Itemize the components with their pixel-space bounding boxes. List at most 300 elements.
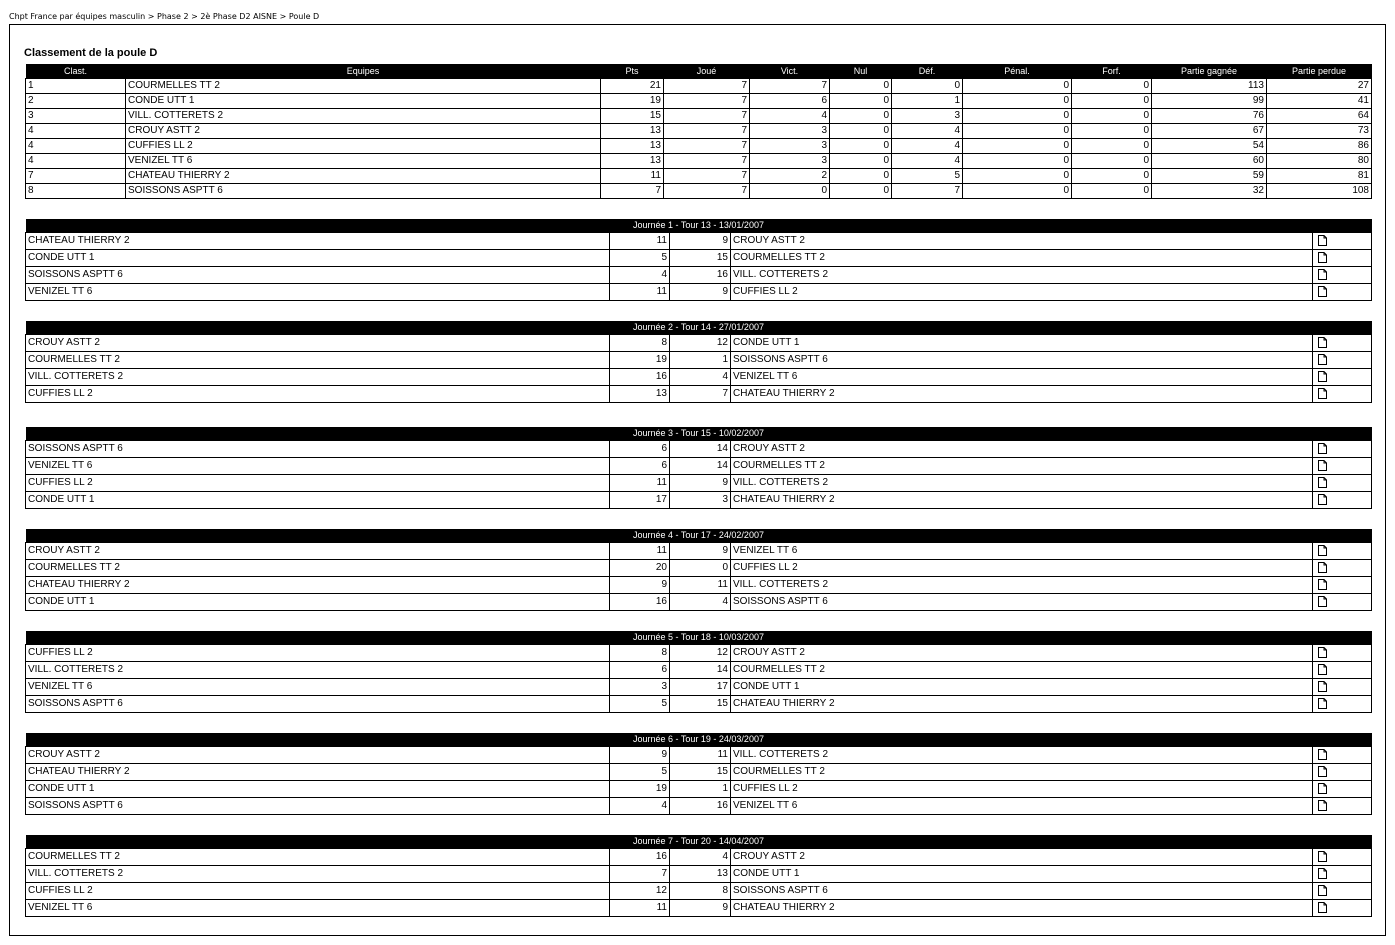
document-icon[interactable]	[1318, 749, 1327, 760]
home-score: 16	[610, 594, 670, 611]
document-icon[interactable]	[1318, 800, 1327, 811]
ranking-row	[26, 139, 1372, 154]
away-team: VILL. COTTERETS 2	[731, 475, 1313, 492]
away-score: 13	[670, 866, 731, 883]
home-score: 5	[610, 250, 670, 267]
ranking-header-cell: Clast.	[26, 64, 126, 79]
match-day-table	[25, 529, 1372, 611]
home-score: 4	[610, 267, 670, 284]
home-score: 11	[610, 284, 670, 301]
ranking-cell: 0	[1072, 139, 1152, 154]
ranking-cell: 80	[1267, 154, 1372, 169]
ranking-cell: 41	[1267, 94, 1372, 109]
document-icon[interactable]	[1318, 783, 1327, 794]
ranking-row	[26, 94, 1372, 109]
away-score: 3	[670, 492, 731, 509]
home-score: 9	[610, 577, 670, 594]
home-team: VENIZEL TT 6	[26, 458, 610, 475]
home-score: 19	[610, 781, 670, 798]
away-score: 15	[670, 696, 731, 713]
ranking-cell: 11	[601, 169, 664, 184]
away-score: 9	[670, 543, 731, 560]
ranking-cell: 7	[664, 124, 750, 139]
ranking-cell: 0	[1072, 79, 1152, 94]
document-icon[interactable]	[1318, 562, 1327, 573]
match-day-title: Journée 4 - Tour 17 - 24/02/2007	[26, 529, 1372, 543]
home-team: VILL. COTTERETS 2	[26, 369, 610, 386]
ranking-cell: 0	[1072, 124, 1152, 139]
match-sheet-cell[interactable]	[1313, 233, 1372, 250]
match-row	[26, 250, 1372, 267]
home-team: VILL. COTTERETS 2	[26, 662, 610, 679]
home-team: COURMELLES TT 2	[26, 560, 610, 577]
document-icon[interactable]	[1318, 477, 1327, 488]
away-team: VENIZEL TT 6	[731, 369, 1313, 386]
document-icon[interactable]	[1318, 681, 1327, 692]
ranking-cell: 4	[892, 124, 963, 139]
ranking-cell: 0	[830, 154, 892, 169]
ranking-cell: 15	[601, 109, 664, 124]
home-score: 5	[610, 696, 670, 713]
document-icon[interactable]	[1318, 596, 1327, 607]
ranking-cell: 7	[26, 169, 126, 184]
team-name: CUFFIES LL 2	[126, 139, 601, 154]
match-day-title: Journée 1 - Tour 13 - 13/01/2007	[26, 219, 1372, 233]
document-icon[interactable]	[1318, 337, 1327, 348]
ranking-cell: 113	[1152, 79, 1267, 94]
match-row	[26, 284, 1372, 301]
home-score: 4	[610, 798, 670, 815]
ranking-row	[26, 154, 1372, 169]
document-icon[interactable]	[1318, 460, 1327, 471]
match-sheet-cell[interactable]	[1313, 352, 1372, 369]
document-icon[interactable]	[1318, 545, 1327, 556]
ranking-cell: 3	[26, 109, 126, 124]
ranking-row	[26, 169, 1372, 184]
ranking-cell: 0	[1072, 109, 1152, 124]
team-name: SOISSONS ASPTT 6	[126, 184, 601, 199]
match-row	[26, 458, 1372, 475]
away-score: 0	[670, 560, 731, 577]
match-day-table	[25, 733, 1372, 815]
home-team: SOISSONS ASPTT 6	[26, 798, 610, 815]
away-score: 9	[670, 475, 731, 492]
ranking-cell: 0	[963, 94, 1072, 109]
home-team: CROUY ASTT 2	[26, 335, 610, 352]
team-name: CONDE UTT 1	[126, 94, 601, 109]
home-score: 12	[610, 883, 670, 900]
home-score: 6	[610, 458, 670, 475]
away-team: COURMELLES TT 2	[731, 662, 1313, 679]
document-icon[interactable]	[1318, 371, 1327, 382]
match-row	[26, 662, 1372, 679]
away-score: 4	[670, 594, 731, 611]
match-sheet-cell[interactable]	[1313, 662, 1372, 679]
ranking-cell: 76	[1152, 109, 1267, 124]
document-icon[interactable]	[1318, 286, 1327, 297]
away-score: 1	[670, 781, 731, 798]
away-team: COURMELLES TT 2	[731, 458, 1313, 475]
away-score: 17	[670, 679, 731, 696]
ranking-cell: 0	[830, 109, 892, 124]
match-sheet-cell[interactable]	[1313, 798, 1372, 815]
away-score: 16	[670, 798, 731, 815]
ranking-cell: 3	[750, 124, 830, 139]
match-sheet-cell[interactable]	[1313, 679, 1372, 696]
ranking-cell: 13	[601, 139, 664, 154]
ranking-cell: 5	[892, 169, 963, 184]
match-row	[26, 369, 1372, 386]
ranking-cell: 86	[1267, 139, 1372, 154]
ranking-cell: 3	[750, 154, 830, 169]
match-sheet-cell[interactable]	[1313, 645, 1372, 662]
ranking-row	[26, 79, 1372, 94]
away-team: VILL. COTTERETS 2	[731, 267, 1313, 284]
match-day-title: Journée 6 - Tour 19 - 24/03/2007	[26, 733, 1372, 747]
away-team: CUFFIES LL 2	[731, 781, 1313, 798]
home-team: SOISSONS ASPTT 6	[26, 696, 610, 713]
away-team: VENIZEL TT 6	[731, 798, 1313, 815]
match-row	[26, 679, 1372, 696]
home-team: CONDE UTT 1	[26, 594, 610, 611]
match-sheet-cell[interactable]	[1313, 781, 1372, 798]
match-day-table	[25, 427, 1372, 509]
home-score: 8	[610, 335, 670, 352]
ranking-cell: 0	[830, 184, 892, 199]
away-team: VILL. COTTERETS 2	[731, 577, 1313, 594]
match-row	[26, 475, 1372, 492]
document-icon[interactable]	[1318, 868, 1327, 879]
away-team: CHATEAU THIERRY 2	[731, 900, 1313, 917]
match-sheet-cell[interactable]	[1313, 849, 1372, 866]
match-day-title: Journée 5 - Tour 18 - 10/03/2007	[26, 631, 1372, 645]
document-icon[interactable]	[1318, 902, 1327, 913]
match-sheet-cell[interactable]	[1313, 543, 1372, 560]
away-team: CHATEAU THIERRY 2	[731, 386, 1313, 403]
ranking-cell: 4	[26, 154, 126, 169]
away-team: CHATEAU THIERRY 2	[731, 696, 1313, 713]
away-team: CONDE UTT 1	[731, 335, 1313, 352]
ranking-header-cell: Pénal.	[963, 64, 1072, 79]
ranking-table	[25, 64, 1372, 199]
home-team: CONDE UTT 1	[26, 250, 610, 267]
away-team: CUFFIES LL 2	[731, 560, 1313, 577]
away-team: CROUY ASTT 2	[731, 849, 1313, 866]
match-row	[26, 441, 1372, 458]
home-score: 16	[610, 849, 670, 866]
ranking-cell: 0	[830, 79, 892, 94]
match-day-table	[25, 631, 1372, 713]
ranking-cell: 3	[892, 109, 963, 124]
ranking-cell: 4	[26, 139, 126, 154]
ranking-cell: 7	[750, 79, 830, 94]
match-sheet-cell[interactable]	[1313, 284, 1372, 301]
document-icon[interactable]	[1318, 579, 1327, 590]
home-score: 19	[610, 352, 670, 369]
match-sheet-cell[interactable]	[1313, 250, 1372, 267]
home-score: 20	[610, 560, 670, 577]
team-name: VILL. COTTERETS 2	[126, 109, 601, 124]
ranking-cell: 0	[963, 169, 1072, 184]
ranking-cell: 1	[892, 94, 963, 109]
ranking-cell: 4	[892, 139, 963, 154]
away-team: CROUY ASTT 2	[731, 233, 1313, 250]
away-team: CONDE UTT 1	[731, 679, 1313, 696]
home-score: 16	[610, 369, 670, 386]
match-sheet-cell[interactable]	[1313, 900, 1372, 917]
match-row	[26, 781, 1372, 798]
ranking-header-cell: Forf.	[1072, 64, 1152, 79]
away-team: COURMELLES TT 2	[731, 250, 1313, 267]
away-team: CHATEAU THIERRY 2	[731, 492, 1313, 509]
match-row	[26, 764, 1372, 781]
home-team: CONDE UTT 1	[26, 781, 610, 798]
match-sheet-cell[interactable]	[1313, 594, 1372, 611]
away-score: 16	[670, 267, 731, 284]
ranking-cell: 67	[1152, 124, 1267, 139]
ranking-cell: 0	[963, 154, 1072, 169]
home-score: 11	[610, 233, 670, 250]
match-sheet-cell[interactable]	[1313, 475, 1372, 492]
home-score: 8	[610, 645, 670, 662]
away-score: 9	[670, 900, 731, 917]
match-sheet-cell[interactable]	[1313, 369, 1372, 386]
team-name: CHATEAU THIERRY 2	[126, 169, 601, 184]
away-team: SOISSONS ASPTT 6	[731, 883, 1313, 900]
home-score: 11	[610, 900, 670, 917]
document-icon[interactable]	[1318, 766, 1327, 777]
home-team: VENIZEL TT 6	[26, 900, 610, 917]
away-score: 4	[670, 849, 731, 866]
away-score: 7	[670, 386, 731, 403]
ranking-cell: 6	[750, 94, 830, 109]
ranking-header-cell: Nul	[830, 64, 892, 79]
match-row	[26, 386, 1372, 403]
away-score: 14	[670, 662, 731, 679]
match-row	[26, 352, 1372, 369]
ranking-header-cell: Vict.	[750, 64, 830, 79]
match-sheet-cell[interactable]	[1313, 267, 1372, 284]
match-sheet-cell[interactable]	[1313, 747, 1372, 764]
document-icon[interactable]	[1318, 235, 1327, 246]
away-score: 1	[670, 352, 731, 369]
home-score: 13	[610, 386, 670, 403]
match-day-table	[25, 219, 1372, 301]
ranking-cell: 0	[963, 109, 1072, 124]
match-row	[26, 577, 1372, 594]
match-sheet-cell[interactable]	[1313, 335, 1372, 352]
ranking-row	[26, 124, 1372, 139]
ranking-cell: 27	[1267, 79, 1372, 94]
ranking-cell: 7	[664, 79, 750, 94]
home-score: 6	[610, 441, 670, 458]
ranking-cell: 7	[664, 94, 750, 109]
away-team: CONDE UTT 1	[731, 866, 1313, 883]
away-team: VILL. COTTERETS 2	[731, 747, 1313, 764]
match-day-title: Journée 2 - Tour 14 - 27/01/2007	[26, 321, 1372, 335]
ranking-cell: 4	[750, 109, 830, 124]
ranking-header-cell: Déf.	[892, 64, 963, 79]
match-row	[26, 560, 1372, 577]
ranking-cell: 2	[750, 169, 830, 184]
ranking-cell: 32	[1152, 184, 1267, 199]
ranking-cell: 54	[1152, 139, 1267, 154]
match-sheet-cell[interactable]	[1313, 386, 1372, 403]
away-team: CROUY ASTT 2	[731, 441, 1313, 458]
ranking-cell: 0	[892, 79, 963, 94]
document-icon[interactable]	[1318, 252, 1327, 263]
away-team: CUFFIES LL 2	[731, 284, 1313, 301]
ranking-cell: 64	[1267, 109, 1372, 124]
match-day-table	[25, 321, 1372, 403]
ranking-cell: 3	[750, 139, 830, 154]
match-sheet-cell[interactable]	[1313, 577, 1372, 594]
match-row	[26, 594, 1372, 611]
document-icon[interactable]	[1318, 269, 1327, 280]
ranking-cell: 7	[664, 184, 750, 199]
match-row	[26, 798, 1372, 815]
ranking-cell: 1	[26, 79, 126, 94]
away-score: 14	[670, 458, 731, 475]
document-icon[interactable]	[1318, 851, 1327, 862]
home-team: VILL. COTTERETS 2	[26, 866, 610, 883]
match-sheet-cell[interactable]	[1313, 866, 1372, 883]
home-team: SOISSONS ASPTT 6	[26, 267, 610, 284]
document-icon[interactable]	[1318, 885, 1327, 896]
ranking-cell: 0	[1072, 184, 1152, 199]
ranking-cell: 7	[664, 139, 750, 154]
match-row	[26, 233, 1372, 250]
away-team: VENIZEL TT 6	[731, 543, 1313, 560]
home-team: CONDE UTT 1	[26, 492, 610, 509]
document-icon[interactable]	[1318, 443, 1327, 454]
away-score: 8	[670, 883, 731, 900]
match-day-title: Journée 3 - Tour 15 - 10/02/2007	[26, 427, 1372, 441]
home-score: 11	[610, 475, 670, 492]
document-icon[interactable]	[1318, 664, 1327, 675]
ranking-cell: 0	[963, 124, 1072, 139]
match-row	[26, 645, 1372, 662]
ranking-cell: 7	[664, 109, 750, 124]
document-icon[interactable]	[1318, 698, 1327, 709]
away-score: 11	[670, 747, 731, 764]
match-sheet-cell[interactable]	[1313, 492, 1372, 509]
home-team: CUFFIES LL 2	[26, 883, 610, 900]
document-icon[interactable]	[1318, 494, 1327, 505]
away-score: 15	[670, 764, 731, 781]
away-score: 15	[670, 250, 731, 267]
ranking-cell: 7	[664, 154, 750, 169]
ranking-cell: 19	[601, 94, 664, 109]
match-row	[26, 866, 1372, 883]
ranking-cell: 0	[963, 79, 1072, 94]
away-score: 14	[670, 441, 731, 458]
document-icon[interactable]	[1318, 647, 1327, 658]
home-team: CUFFIES LL 2	[26, 475, 610, 492]
team-name: CROUY ASTT 2	[126, 124, 601, 139]
team-name: VENIZEL TT 6	[126, 154, 601, 169]
home-score: 17	[610, 492, 670, 509]
ranking-cell: 60	[1152, 154, 1267, 169]
away-team: SOISSONS ASPTT 6	[731, 594, 1313, 611]
ranking-cell: 0	[750, 184, 830, 199]
home-team: SOISSONS ASPTT 6	[26, 441, 610, 458]
match-sheet-cell[interactable]	[1313, 883, 1372, 900]
away-score: 12	[670, 335, 731, 352]
ranking-cell: 7	[601, 184, 664, 199]
ranking-cell: 8	[26, 184, 126, 199]
ranking-cell: 0	[830, 169, 892, 184]
ranking-cell: 73	[1267, 124, 1372, 139]
match-row	[26, 747, 1372, 764]
ranking-cell: 2	[26, 94, 126, 109]
home-score: 7	[610, 866, 670, 883]
ranking-cell: 13	[601, 154, 664, 169]
match-sheet-cell[interactable]	[1313, 560, 1372, 577]
home-team: CUFFIES LL 2	[26, 645, 610, 662]
document-icon[interactable]	[1318, 388, 1327, 399]
home-team: CHATEAU THIERRY 2	[26, 233, 610, 250]
ranking-cell: 99	[1152, 94, 1267, 109]
ranking-cell: 0	[1072, 154, 1152, 169]
ranking-header-cell: Pts	[601, 64, 664, 79]
match-sheet-cell[interactable]	[1313, 764, 1372, 781]
match-sheet-cell[interactable]	[1313, 696, 1372, 713]
match-row	[26, 267, 1372, 284]
away-team: CROUY ASTT 2	[731, 645, 1313, 662]
ranking-cell: 81	[1267, 169, 1372, 184]
home-team: VENIZEL TT 6	[26, 679, 610, 696]
ranking-header-cell: Joué	[664, 64, 750, 79]
ranking-cell: 13	[601, 124, 664, 139]
ranking-cell: 59	[1152, 169, 1267, 184]
ranking-cell: 0	[1072, 169, 1152, 184]
away-score: 4	[670, 369, 731, 386]
home-team: CROUY ASTT 2	[26, 543, 610, 560]
ranking-row	[26, 109, 1372, 124]
ranking-cell: 7	[664, 169, 750, 184]
match-day-title: Journée 7 - Tour 20 - 14/04/2007	[26, 835, 1372, 849]
ranking-cell: 108	[1267, 184, 1372, 199]
away-score: 9	[670, 284, 731, 301]
document-icon[interactable]	[1318, 354, 1327, 365]
home-score: 9	[610, 747, 670, 764]
ranking-row	[26, 184, 1372, 199]
ranking-cell: 0	[830, 139, 892, 154]
ranking-cell: 7	[892, 184, 963, 199]
home-team: CROUY ASTT 2	[26, 747, 610, 764]
ranking-header-cell: Equipes	[126, 64, 601, 79]
ranking-header-cell: Partie gagnée	[1152, 64, 1267, 79]
team-name: COURMELLES TT 2	[126, 79, 601, 94]
ranking-title: Classement de la poule D	[24, 47, 158, 59]
ranking-cell: 0	[1072, 94, 1152, 109]
ranking-cell: 21	[601, 79, 664, 94]
home-score: 5	[610, 764, 670, 781]
match-sheet-cell[interactable]	[1313, 441, 1372, 458]
ranking-cell: 4	[892, 154, 963, 169]
home-team: CHATEAU THIERRY 2	[26, 577, 610, 594]
home-team: CUFFIES LL 2	[26, 386, 610, 403]
match-row	[26, 849, 1372, 866]
home-team: COURMELLES TT 2	[26, 849, 610, 866]
ranking-cell: 0	[830, 124, 892, 139]
home-team: VENIZEL TT 6	[26, 284, 610, 301]
away-score: 9	[670, 233, 731, 250]
ranking-cell: 4	[26, 124, 126, 139]
match-day-table	[25, 835, 1372, 917]
match-sheet-cell[interactable]	[1313, 458, 1372, 475]
